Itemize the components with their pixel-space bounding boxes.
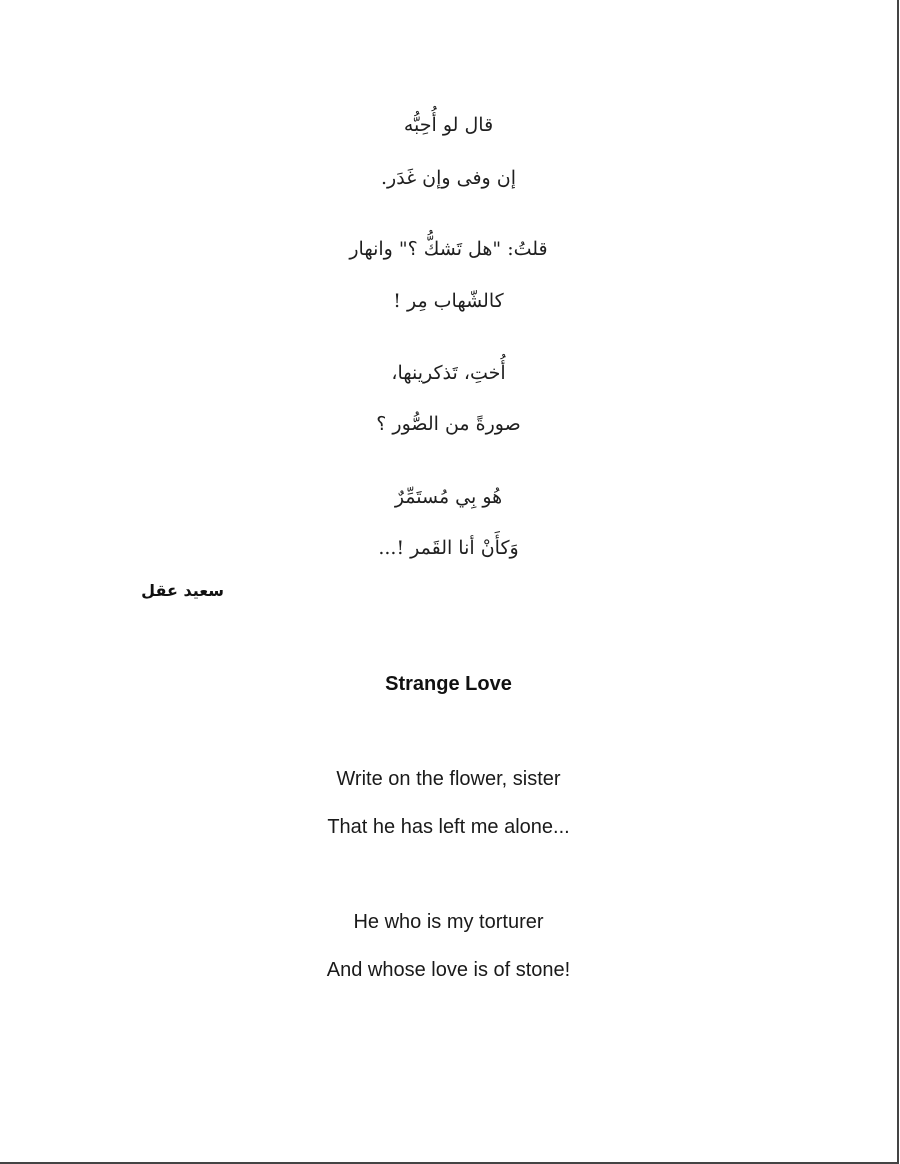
english-stanza-2-line-2: And whose love is of stone! bbox=[326, 959, 571, 981]
arabic-stanza-1-line-2: إن وفى وإن غَدَر. bbox=[381, 167, 516, 189]
arabic-stanza-4-line-2: وَكأَنْ أنا القَمر !... bbox=[378, 537, 519, 559]
arabic-stanza-3-line-1: أُختِ، تَذكرينها، bbox=[391, 362, 506, 384]
arabic-stanza-2-line-1: قلتُ: "هل تَشكُّ ؟" وانهار bbox=[349, 238, 548, 260]
english-stanza-1-line-1: Write on the flower, sister bbox=[336, 768, 561, 790]
arabic-stanza-2-line-2: كالشّهاب مِر ! bbox=[393, 290, 504, 312]
english-poem-title: Strange Love bbox=[385, 673, 512, 695]
arabic-author: سعيد عقل bbox=[141, 581, 224, 600]
arabic-stanza-3-line-2: صورةً من الصُّور ؟ bbox=[376, 413, 521, 435]
english-stanza-1-line-2: That he has left me alone... bbox=[327, 816, 570, 838]
arabic-stanza-4-line-1: هُو بِي مُستَمِّرٌ bbox=[394, 486, 503, 508]
arabic-stanza-1-line-1: قال لو أُحِبُّه bbox=[403, 114, 494, 136]
english-stanza-2-line-1: He who is my torturer bbox=[353, 911, 544, 933]
